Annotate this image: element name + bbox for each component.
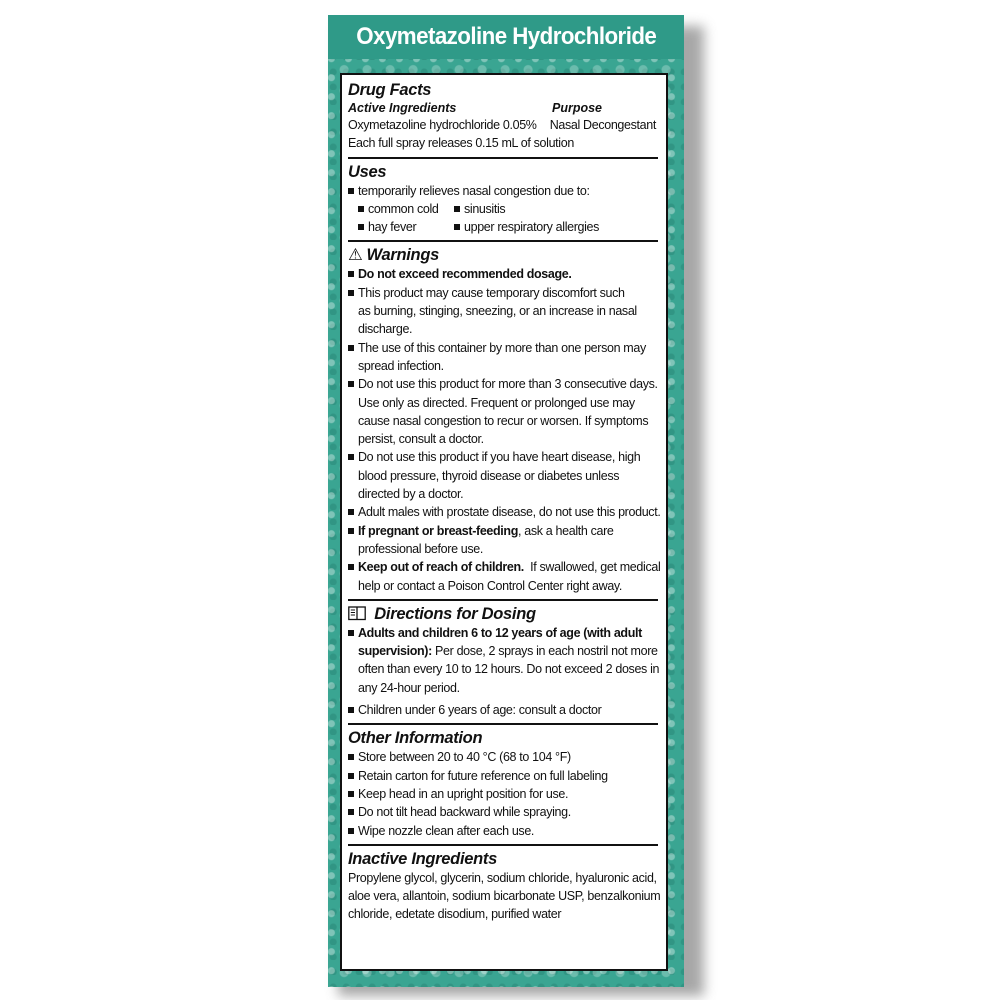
divider bbox=[348, 599, 658, 601]
direction-line: Adults and children 6 to 12 years of age (with adult bbox=[358, 625, 642, 640]
use-item: upper respiratory allergies bbox=[454, 218, 658, 236]
other-item: Retain carton for future reference on full labeling bbox=[348, 767, 658, 785]
divider bbox=[348, 157, 658, 159]
direction-line: any 24-hour period. bbox=[358, 680, 460, 695]
warnings-section bbox=[348, 246, 661, 596]
direction-item: Children under 6 years of age: consult a doctor bbox=[348, 701, 658, 719]
other-item: Store between 20 to 40 °C (68 to 104 °F) bbox=[348, 748, 658, 766]
ingredient-purpose: Nasal Decongestant bbox=[549, 118, 656, 132]
drug-facts-card bbox=[340, 73, 668, 971]
warning-line: Use only as directed. Frequent or prolonged use may bbox=[358, 395, 635, 410]
warning-line: blood pressure, thyroid disease or diabetes unless bbox=[358, 468, 620, 483]
warnings-heading-row bbox=[348, 246, 658, 265]
warning-line: Do not use this product if you have heart disease, high bbox=[358, 450, 641, 465]
spray-note: Each full spray releases 0.15 mL of solution bbox=[348, 136, 574, 151]
direction-emphasis: supervision): bbox=[358, 644, 432, 659]
warning-text: If swallowed, get medical bbox=[523, 560, 661, 575]
warning-line: cause nasal congestion to recur or worsen. If symptoms bbox=[358, 413, 649, 428]
warning-item: Do not exceed recommended dosage. bbox=[348, 265, 658, 283]
warning-item bbox=[348, 339, 658, 376]
drug-facts-section bbox=[348, 81, 658, 155]
uses-list bbox=[348, 200, 658, 237]
warning-line bbox=[358, 522, 658, 540]
other-information-section bbox=[348, 729, 658, 841]
warning-item bbox=[348, 448, 658, 503]
warning-line: spread infection. bbox=[358, 358, 444, 373]
divider bbox=[348, 844, 658, 846]
product-title: Oxymetazoline Hydrochloride bbox=[356, 23, 656, 50]
inactive-ingredients-section bbox=[348, 849, 661, 926]
title-bar bbox=[328, 15, 684, 59]
inactive-ingredients-heading: Inactive Ingredients bbox=[348, 849, 497, 868]
warning-line: This product may cause temporary discomfort such bbox=[358, 285, 625, 300]
warning-emphasis: If pregnant or breast-feeding bbox=[358, 523, 519, 538]
warning-line bbox=[358, 558, 661, 576]
inactive-line: Propylene glycol, glycerin, sodium chloride, hyaluronic acid, bbox=[348, 870, 657, 885]
divider bbox=[348, 723, 658, 725]
warning-triangle-icon: ⚠ bbox=[348, 246, 363, 265]
directions-heading: Directions for Dosing bbox=[374, 604, 536, 623]
warning-line: persist, consult a doctor. bbox=[358, 432, 484, 447]
warning-line: help or contact a Poison Control Center right away. bbox=[358, 578, 623, 593]
warning-item: Adult males with prostate disease, do not use this product. bbox=[348, 503, 658, 521]
warning-line: The use of this container by more than one person may bbox=[358, 340, 646, 355]
warning-text: , ask a health care bbox=[518, 523, 614, 538]
open-book-icon bbox=[348, 605, 370, 623]
ingredients-header bbox=[348, 100, 658, 116]
uses-heading: Uses bbox=[348, 162, 387, 181]
other-item: Keep head in an upright position for use. bbox=[348, 785, 658, 803]
warning-item bbox=[348, 522, 658, 559]
directions-section bbox=[348, 605, 658, 721]
other-item: Do not tilt head backward while spraying. bbox=[348, 803, 658, 821]
direction-line: often than every 10 to 12 hours. Do not exceed 2 doses in bbox=[358, 662, 660, 677]
warnings-heading: Warnings bbox=[366, 246, 439, 265]
warning-emphasis: Keep out of reach of children. bbox=[358, 560, 524, 575]
warning-line: directed by a doctor. bbox=[358, 487, 464, 502]
warning-line: as burning, stinging, sneezing, or an increase in nasal bbox=[358, 304, 637, 319]
direction-line bbox=[358, 642, 658, 660]
warning-item bbox=[348, 375, 658, 448]
use-item: hay fever bbox=[358, 218, 454, 236]
directions-heading-row bbox=[348, 605, 658, 624]
drug-facts-content bbox=[348, 81, 661, 926]
other-item: Wipe nozzle clean after each use. bbox=[348, 822, 658, 840]
direction-text: Per dose, 2 sprays in each nostril not more bbox=[431, 644, 658, 659]
uses-intro: temporarily relieves nasal congestion due to: bbox=[348, 182, 658, 200]
warning-line: Do not use this product for more than 3 consecutive days. bbox=[358, 377, 658, 392]
warning-line: professional before use. bbox=[358, 541, 484, 556]
use-item: sinusitis bbox=[454, 200, 658, 218]
warning-item bbox=[348, 558, 661, 595]
ingredient-name: Oxymetazoline hydrochloride 0.05% bbox=[348, 118, 537, 132]
uses-section bbox=[348, 163, 658, 239]
inactive-line: chloride, edetate disodium, purified water bbox=[348, 907, 562, 922]
warning-line: discharge. bbox=[358, 322, 413, 337]
drug-facts-heading: Drug Facts bbox=[348, 81, 432, 99]
other-information-heading: Other Information bbox=[348, 729, 483, 748]
warning-item bbox=[348, 284, 658, 339]
use-item: common cold bbox=[358, 200, 454, 218]
divider bbox=[348, 240, 658, 242]
active-ingredients-label: Active Ingredients bbox=[348, 101, 457, 115]
purpose-label: Purpose bbox=[551, 101, 602, 115]
ingredient-row bbox=[348, 116, 658, 134]
inactive-line: aloe vera, allantoin, sodium bicarbonate USP, benzalkonium bbox=[348, 889, 661, 904]
direction-item bbox=[348, 624, 658, 697]
